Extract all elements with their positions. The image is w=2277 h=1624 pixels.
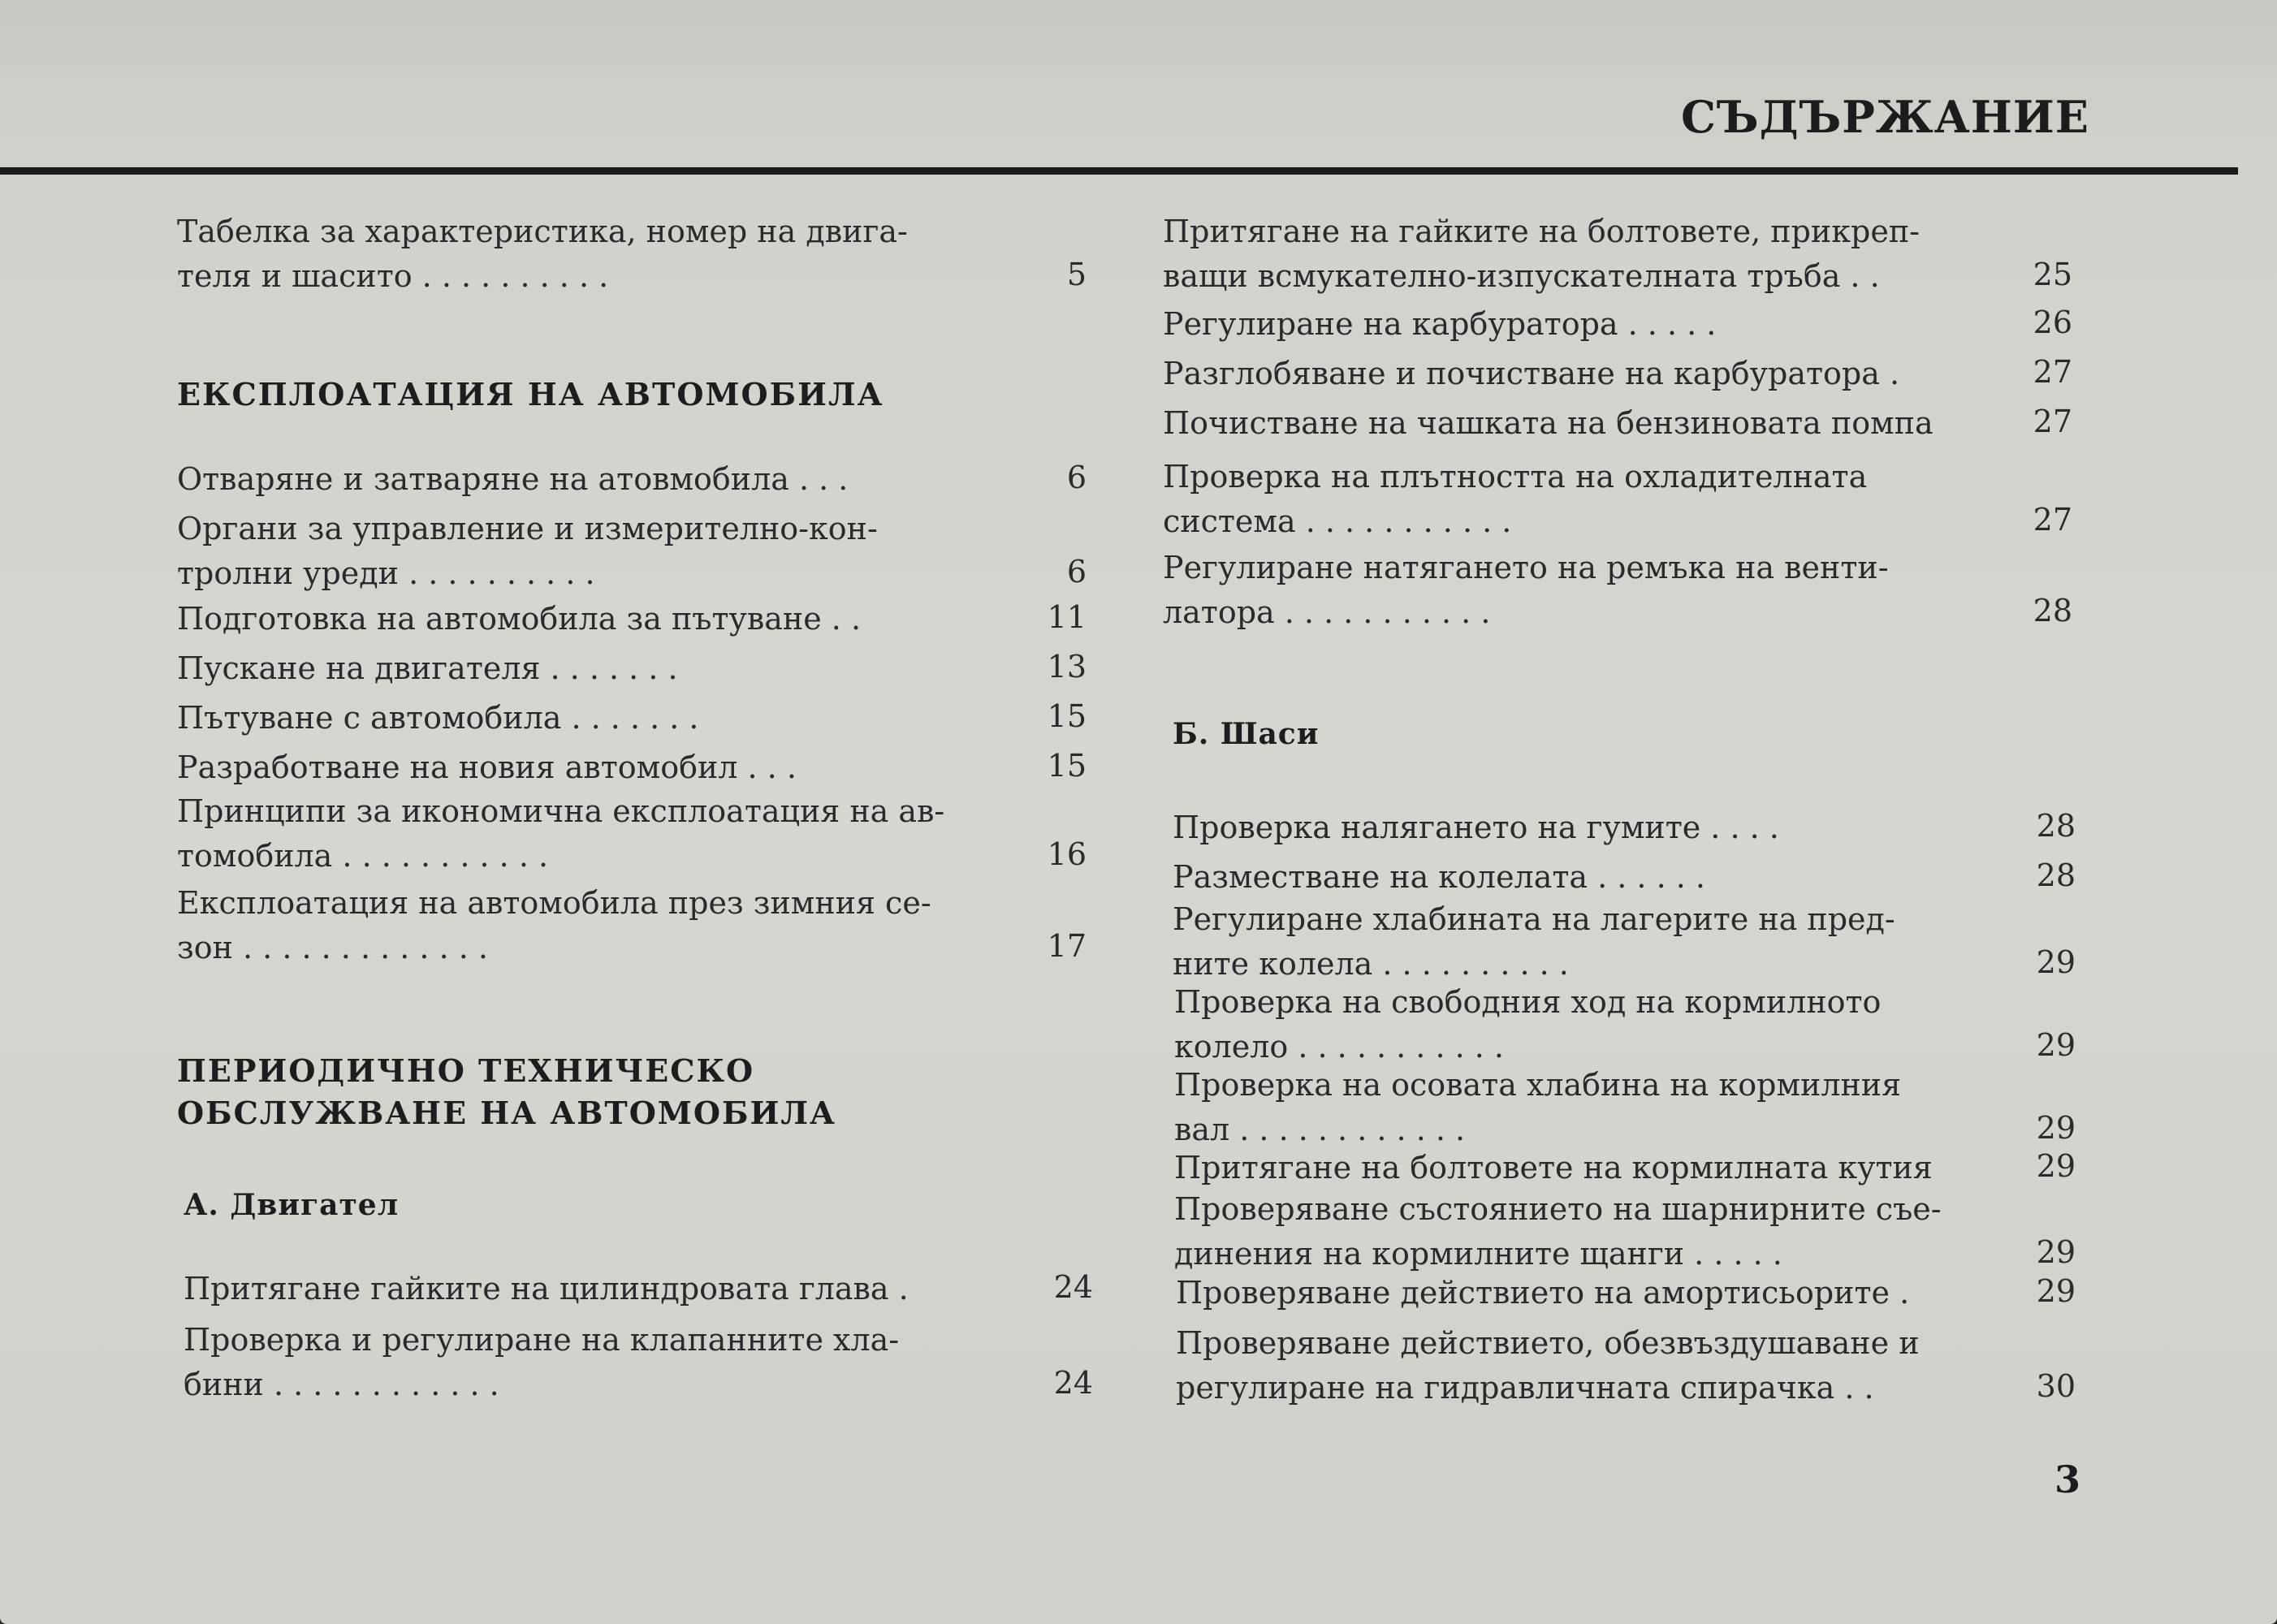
toc-entry-text: Проверяване състоянието на шарнирните съе- xyxy=(1174,1191,1942,1227)
header-rule xyxy=(0,167,2238,175)
toc-entry xyxy=(177,457,1087,502)
toc-entry-page: 29 xyxy=(2036,1148,2076,1184)
section-title-line: ОБСЛУЖВАНЕ НА АВТОМОБИЛА xyxy=(177,1095,836,1131)
toc-entry xyxy=(1173,855,2076,900)
toc-entry xyxy=(1173,806,2076,850)
toc-entry-text: Проверка налягането на гумите . . . . xyxy=(1173,810,1779,845)
toc-entry-page: 6 xyxy=(1066,554,1087,590)
toc-entry-text: теля и шасито . . . . . . . . . . xyxy=(177,258,609,294)
toc-entry-text: Подготовка на автомобила за пътуване . . xyxy=(177,601,862,637)
toc-entry-page: 29 xyxy=(2036,1273,2076,1309)
toc-entry xyxy=(1163,302,2072,347)
toc-entry-page: 15 xyxy=(1047,748,1087,784)
toc-entry xyxy=(177,696,1087,741)
toc-entry-text: Проверка и регулиране на клапанните хла- xyxy=(184,1322,900,1358)
page-title: СЪДЪРЖАНИЕ xyxy=(1681,91,2089,143)
toc-entry-text: колело . . . . . . . . . . . xyxy=(1174,1029,1505,1065)
toc-entry-page: 28 xyxy=(2036,857,2076,893)
toc-entry xyxy=(177,507,1087,596)
toc-entry-page: 29 xyxy=(2036,1027,2076,1063)
toc-entry-text: Органи за управление и измерително-кон- xyxy=(177,511,878,546)
toc-entry xyxy=(177,597,1087,641)
toc-entry-text: Притягане гайките на цилиндровата глава . xyxy=(184,1271,909,1307)
toc-entry-page: 5 xyxy=(1066,257,1087,292)
toc-entry-text: Регулиране на карбуратора . . . . . xyxy=(1163,306,1717,342)
toc-entry-page: 25 xyxy=(2033,257,2072,292)
toc-entry-text: Пускане на двигателя . . . . . . . xyxy=(177,650,678,686)
toc-entry-page: 11 xyxy=(1047,599,1087,635)
toc-entry-text: Табелка за характеристика, номер на двига- xyxy=(177,214,908,249)
toc-entry-text: томобила . . . . . . . . . . . xyxy=(177,838,549,874)
toc-entry-text: Пътуване с автомобила . . . . . . . xyxy=(177,700,699,736)
toc-entry-text: Отваряне и затваряне на атовмобила . . . xyxy=(177,461,849,497)
toc-entry-page: 30 xyxy=(2036,1368,2076,1404)
subsection-title: А. Двигател xyxy=(184,1188,400,1222)
toc-entry xyxy=(177,881,1087,970)
toc-entry xyxy=(1174,1146,2076,1190)
toc-entry-text: Притягане на гайките на болтовете, прикреп- xyxy=(1163,214,1920,249)
toc-entry xyxy=(1163,209,2072,299)
toc-entry xyxy=(1176,1271,2076,1315)
subsection-title: Б. Шаси xyxy=(1173,717,1320,751)
toc-entry-text: Регулиране натягането на ремъка на венти- xyxy=(1163,550,1889,585)
toc-entry-page: 17 xyxy=(1047,928,1087,964)
toc-entry-text: Проверяване действието на амортисьорите . xyxy=(1176,1275,1910,1311)
toc-entry xyxy=(1174,980,2076,1069)
toc-entry-text: Разработване на новия автомобил . . . xyxy=(177,749,797,785)
toc-entry-page: 24 xyxy=(1053,1269,1093,1305)
page-number: 3 xyxy=(2054,1458,2081,1501)
toc-entry-text: ващи всмукателно-изпускателната тръба . . xyxy=(1163,258,1880,294)
toc-entry-text: Експлоатация на автомобила през зимния се- xyxy=(177,885,931,921)
section-title: ЕКСПЛОАТАЦИЯ НА АВТОМОБИЛА xyxy=(177,376,884,412)
toc-entry-text: ните колела . . . . . . . . . . xyxy=(1173,946,1569,982)
toc-entry-text: зон . . . . . . . . . . . . . xyxy=(177,930,488,965)
toc-entry-text: Проверка на осовата хлабина на кормилния xyxy=(1174,1067,1902,1103)
toc-entry xyxy=(184,1318,1093,1407)
toc-entry-page: 29 xyxy=(2036,1110,2076,1146)
toc-entry-text: динения на кормилните щанги . . . . . xyxy=(1174,1236,1782,1272)
toc-entry-page: 28 xyxy=(2033,593,2072,628)
section-title xyxy=(177,1050,836,1134)
toc-entry-text: Принципи за икономична експлоатация на ав- xyxy=(177,793,945,829)
toc-entry-page: 27 xyxy=(2033,404,2072,439)
toc-entry-text: Проверка на плътността на охладителната xyxy=(1163,459,1868,495)
toc-entry-page: 15 xyxy=(1047,698,1087,734)
toc-entry-text: тролни уреди . . . . . . . . . . xyxy=(177,555,595,591)
section-title-line: ПЕРИОДИЧНО ТЕХНИЧЕСКО xyxy=(177,1052,755,1089)
toc-entry-page: 29 xyxy=(2036,944,2076,980)
toc-entry xyxy=(184,1267,1093,1311)
toc-entry-text: Почистване на чашката на бензиновата помпа xyxy=(1163,405,1934,441)
toc-entry xyxy=(177,789,1087,879)
toc-entry-page: 24 xyxy=(1053,1365,1093,1401)
toc-entry-text: Проверяване действието, обезвъздушаване и xyxy=(1176,1325,1920,1361)
toc-entry-text: регулиране на гидравличната спирачка . . xyxy=(1176,1370,1874,1406)
toc-entry-text: вал . . . . . . . . . . . . xyxy=(1174,1112,1466,1147)
toc-entry-page: 29 xyxy=(2036,1234,2076,1270)
toc-entry xyxy=(1163,352,2072,396)
toc-entry xyxy=(1163,546,2072,635)
toc-entry xyxy=(177,745,1087,790)
toc-entry xyxy=(1174,1187,2076,1276)
toc-entry-page: 27 xyxy=(2033,354,2072,390)
toc-entry-text: Разместване на колелата . . . . . . xyxy=(1173,859,1705,895)
toc-entry-page: 27 xyxy=(2033,502,2072,538)
toc-entry-page: 16 xyxy=(1047,836,1087,872)
toc-entry xyxy=(177,646,1087,691)
toc-entry xyxy=(1174,1063,2076,1152)
toc-entry-text: Разглобяване и почистване на карбуратора . xyxy=(1163,356,1900,391)
toc-entry xyxy=(1163,455,2072,544)
toc-entry-text: Регулиране хлабината на лагерите на пред- xyxy=(1173,901,1895,937)
toc-entry-page: 6 xyxy=(1066,460,1087,495)
toc-entry xyxy=(1163,401,2072,446)
toc-entry-text: система . . . . . . . . . . . xyxy=(1163,503,1512,539)
toc-entry-page: 28 xyxy=(2036,808,2076,844)
toc-entry xyxy=(1173,897,2076,987)
toc-entry-text: латора . . . . . . . . . . . xyxy=(1163,594,1491,630)
toc-entry-text: бини . . . . . . . . . . . . xyxy=(184,1367,499,1402)
toc-entry xyxy=(177,209,1087,299)
toc-entry-text: Притягане на болтовете на кормилната кутия xyxy=(1174,1150,1933,1186)
toc-entry-page: 13 xyxy=(1047,649,1087,685)
toc-entry xyxy=(1176,1321,2076,1410)
toc-entry-page: 26 xyxy=(2033,304,2072,340)
toc-entry-text: Проверка на свободния ход на кормилното xyxy=(1174,984,1882,1020)
